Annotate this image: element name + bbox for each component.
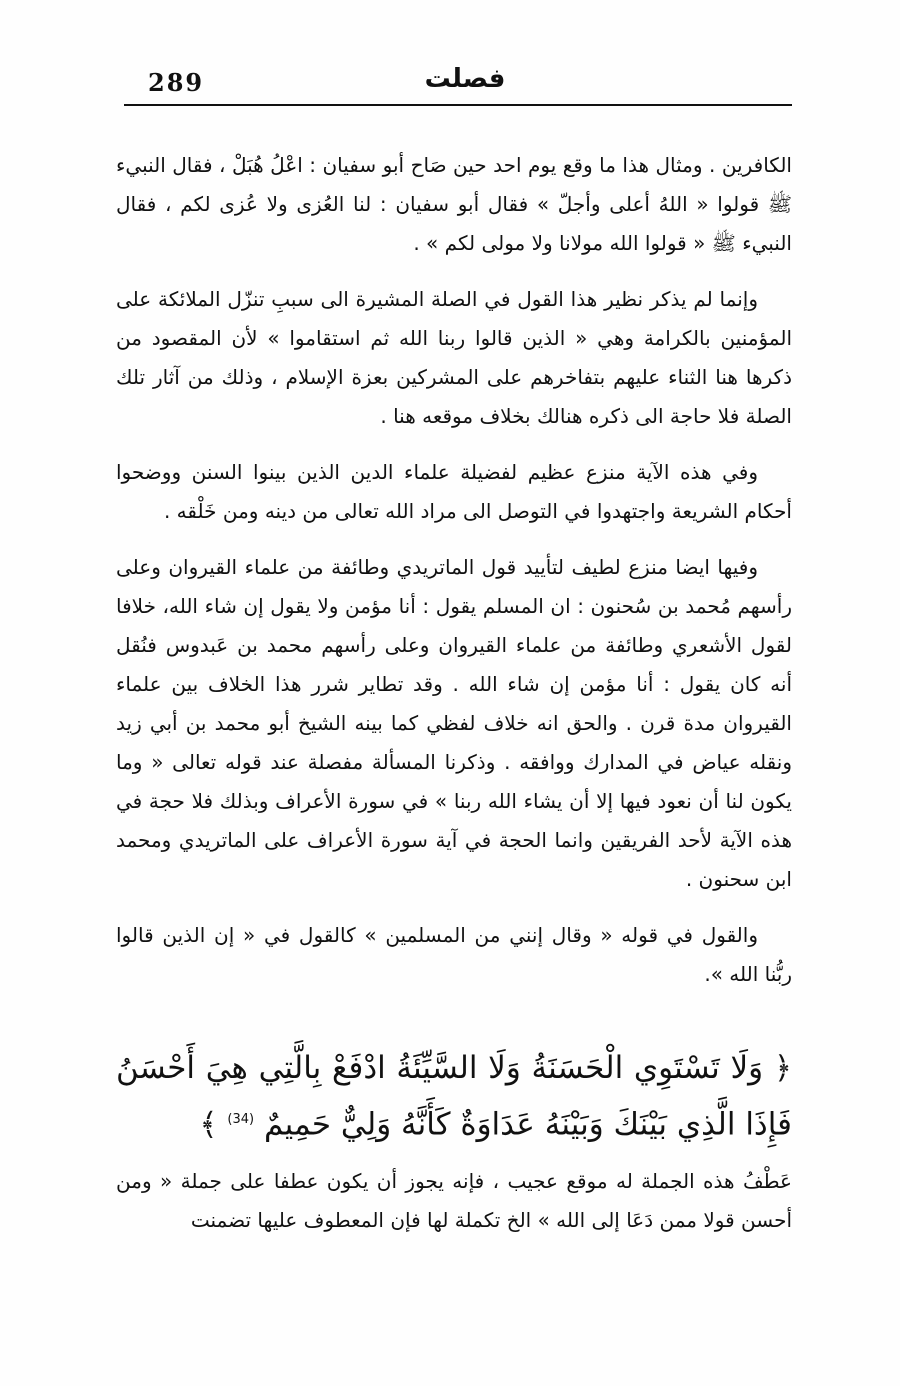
paragraph-3: وفي هذه الآية منزع عظيم لفضيلة علماء الدين الذين بينوا السنن ووضحوا أحكام الشريعة واجتهدوا في التوصل الى مراد الله تعالى من دينه ومن خَلْقه . <box>116 460 792 523</box>
verse-closing-bracket: ﴾ <box>199 1106 218 1143</box>
quran-verse <box>116 1042 792 1150</box>
running-title: فصلت <box>424 64 506 94</box>
verse-number: (34) <box>227 1112 255 1127</box>
page-number: 289 <box>148 68 205 97</box>
main-text <box>116 146 792 1011</box>
paragraph-1: الكافرين . ومثال هذا ما وقع يوم احد حين صَاح أبو سفيان : اعْلُ هُبَلْ ، فقال النبيء ﷺ قولوا « اللهُ أعلى وأجلّ » فقال أبو سفيان : لنا العُزى ولا عُزى لكم ، فقال النبيء ﷺ « قولوا الله مولانا ولا مولى لكم » . <box>116 153 792 255</box>
paragraph-4: وفيها ايضا منزع لطيف لتأييد قول الماتريدي وطائفة من علماء القيروان وعلى رأسهم مُحمد بن سُحنون : ان المسلم يقول : أنا مؤمن ولا يقول إن شاء الله، خلافا لقول الأشعري وطائفة من علماء القيروان وعلى رأسهم محمد بن عَبدوس فنُقل أنه كان يقول : أنا مؤمن إن شاء الله . وقد تطاير شرر هذا الخلاف بين علماء القيروان مدة قرن . والحق انه خلاف لفظي كما بينه الشيخ أبو محمد بن أبي زيد ونقله عياض في المدارك ووافقه . وذكرنا المسألة مفصلة عند قوله تعالى « وما يكون لنا أن نعود فيها إلا أن يشاء الله ربنا » في سورة الأعراف وبذلك فلا حجة في هذه الآية لأحد الفريقين وانما الحجة في آية سورة الأعراف على الماتريدي ومحمد ابن سحنون . <box>116 555 792 891</box>
header-rule <box>124 104 792 106</box>
commentary-paragraph: عَطْفُ هذه الجملة له موقع عجيب ، فإنه يجوز أن يكون عطفا على جملة « ومن أحسن قولا ممن دَعَا إلى الله » الخ تكملة لها فإن المعطوف عليها تضمنت <box>116 1169 792 1232</box>
paragraph-2: وإنما لم يذكر نظير هذا القول في الصلة المشيرة الى سببِ تنزّل الملائكة على المؤمنين بالكرامة وهي « الذين قالوا ربنا الله ثم استقاموا » لأن المقصود من ذكرها هنا الثناء عليهم بتفاخرهم على المشركين بعزة الإسلام ، وذلك من آثار تلك الصلة فلا حاجة الى ذكره هنالك بخلاف موقعه هنا . <box>116 287 792 428</box>
commentary-text <box>116 1162 792 1240</box>
verse-text: ﴿ وَلَا تَسْتَوِي الْحَسَنَةُ وَلَا السَّيِّئَةُ ادْفَعْ بِالَّتِي هِيَ أَحْسَنُ فَإِذَا الَّذِي بَيْنَكَ وَبَيْنَهُ عَدَاوَةٌ كَأَنَّهُ وَلِيٌّ حَمِيمٌ <box>116 1050 792 1143</box>
page-header <box>120 62 792 102</box>
paragraph-5: والقول في قوله « وقال إنني من المسلمين » كالقول في « إن الذين قالوا ربُّنا الله ». <box>116 923 792 986</box>
